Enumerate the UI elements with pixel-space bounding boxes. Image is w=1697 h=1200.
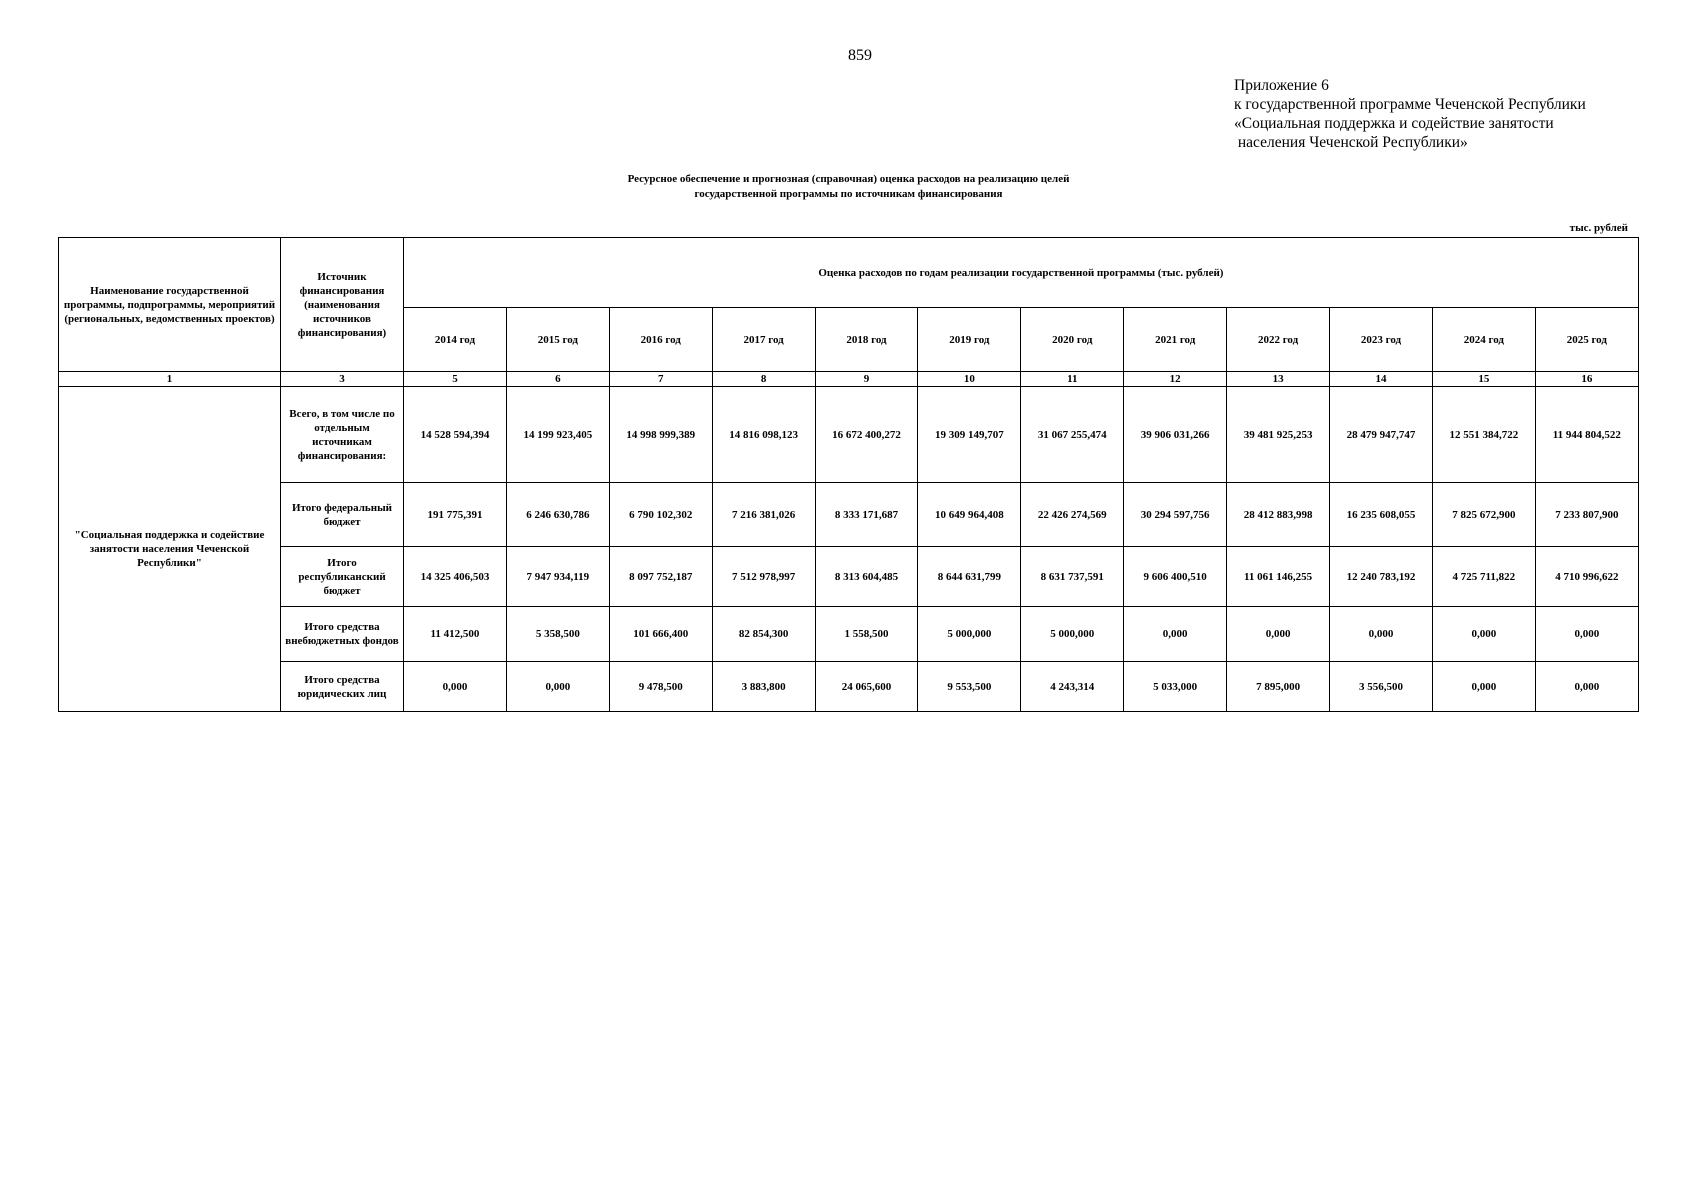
column-number: 3 bbox=[281, 372, 404, 387]
value-cell: 10 649 964,408 bbox=[918, 483, 1021, 547]
value-cell: 1 558,500 bbox=[815, 607, 918, 662]
value-cell: 7 895,000 bbox=[1227, 662, 1330, 712]
value-cell: 6 790 102,302 bbox=[609, 483, 712, 547]
appendix-line: Приложение 6 bbox=[1234, 77, 1329, 94]
value-cell: 7 512 978,997 bbox=[712, 547, 815, 607]
value-cell: 7 947 934,119 bbox=[506, 547, 609, 607]
value-cell: 30 294 597,756 bbox=[1124, 483, 1227, 547]
column-number: 1 bbox=[59, 372, 281, 387]
value-cell: 82 854,300 bbox=[712, 607, 815, 662]
value-cell: 14 998 999,389 bbox=[609, 387, 712, 483]
value-cell: 11 944 804,522 bbox=[1535, 387, 1638, 483]
table-body bbox=[59, 387, 1639, 712]
value-cell: 9 606 400,510 bbox=[1124, 547, 1227, 607]
value-cell: 14 528 594,394 bbox=[404, 387, 507, 483]
value-cell: 191 775,391 bbox=[404, 483, 507, 547]
document-title bbox=[0, 172, 1697, 202]
value-cell: 11 412,500 bbox=[404, 607, 507, 662]
value-cell: 16 235 608,055 bbox=[1330, 483, 1433, 547]
value-cell: 0,000 bbox=[1432, 607, 1535, 662]
value-cell: 9 478,500 bbox=[609, 662, 712, 712]
value-cell: 31 067 255,474 bbox=[1021, 387, 1124, 483]
header-program-name: Наименование государственной программы, подпрограммы, мероприятий (региональных, ведомственных проектов) bbox=[59, 238, 281, 372]
year-header: 2018 год bbox=[815, 308, 918, 372]
column-number: 9 bbox=[815, 372, 918, 387]
year-header: 2016 год bbox=[609, 308, 712, 372]
column-number: 6 bbox=[506, 372, 609, 387]
value-cell: 0,000 bbox=[1432, 662, 1535, 712]
year-header: 2014 год bbox=[404, 308, 507, 372]
value-cell: 8 333 171,687 bbox=[815, 483, 918, 547]
value-cell: 22 426 274,569 bbox=[1021, 483, 1124, 547]
column-number: 7 bbox=[609, 372, 712, 387]
appendix-line: «Социальная поддержка и содействие занятости bbox=[1234, 115, 1554, 132]
value-cell: 4 243,314 bbox=[1021, 662, 1124, 712]
column-number: 5 bbox=[404, 372, 507, 387]
appendix-block bbox=[1234, 76, 1586, 152]
appendix-line: к государственной программе Чеченской Республики bbox=[1234, 96, 1586, 113]
value-cell: 101 666,400 bbox=[609, 607, 712, 662]
table-header bbox=[59, 238, 1639, 387]
value-cell: 14 325 406,503 bbox=[404, 547, 507, 607]
value-cell: 0,000 bbox=[1535, 662, 1638, 712]
table-row-legal-entities bbox=[59, 662, 1639, 712]
value-cell: 3 556,500 bbox=[1330, 662, 1433, 712]
year-header: 2024 год bbox=[1432, 308, 1535, 372]
value-cell: 5 033,000 bbox=[1124, 662, 1227, 712]
column-number: 10 bbox=[918, 372, 1021, 387]
document-title-line: государственной программы по источникам финансирования bbox=[694, 188, 1003, 200]
value-cell: 5 000,000 bbox=[1021, 607, 1124, 662]
funding-source-cell: Итого средства внебюджетных фондов bbox=[281, 607, 404, 662]
value-cell: 19 309 149,707 bbox=[918, 387, 1021, 483]
value-cell: 0,000 bbox=[1227, 607, 1330, 662]
funding-source-cell: Итого средства юридических лиц bbox=[281, 662, 404, 712]
value-cell: 0,000 bbox=[1124, 607, 1227, 662]
column-number: 8 bbox=[712, 372, 815, 387]
header-funding-source: Источник финансирования (наименования источников финансирования) bbox=[281, 238, 404, 372]
year-header: 2021 год bbox=[1124, 308, 1227, 372]
column-number: 14 bbox=[1330, 372, 1433, 387]
table-row-extrabudgetary bbox=[59, 607, 1639, 662]
table-row-total bbox=[59, 387, 1639, 483]
value-cell: 8 313 604,485 bbox=[815, 547, 918, 607]
header-expense-estimate: Оценка расходов по годам реализации государственной программы (тыс. рублей) bbox=[404, 238, 1639, 308]
column-number: 15 bbox=[1432, 372, 1535, 387]
header-row bbox=[59, 238, 1639, 308]
value-cell: 0,000 bbox=[1330, 607, 1433, 662]
value-cell: 14 816 098,123 bbox=[712, 387, 815, 483]
value-cell: 7 233 807,900 bbox=[1535, 483, 1638, 547]
funding-source-cell: Итого федеральный бюджет bbox=[281, 483, 404, 547]
value-cell: 8 631 737,591 bbox=[1021, 547, 1124, 607]
value-cell: 9 553,500 bbox=[918, 662, 1021, 712]
column-number: 16 bbox=[1535, 372, 1638, 387]
year-header: 2025 год bbox=[1535, 308, 1638, 372]
value-cell: 4 710 996,622 bbox=[1535, 547, 1638, 607]
table-row-federal bbox=[59, 483, 1639, 547]
value-cell: 28 412 883,998 bbox=[1227, 483, 1330, 547]
page-number: 859 bbox=[848, 47, 872, 64]
year-header: 2015 год bbox=[506, 308, 609, 372]
funding-source-cell: Всего, в том числе по отдельным источникам финансирования: bbox=[281, 387, 404, 483]
column-number: 13 bbox=[1227, 372, 1330, 387]
value-cell: 4 725 711,822 bbox=[1432, 547, 1535, 607]
value-cell: 8 644 631,799 bbox=[918, 547, 1021, 607]
value-cell: 0,000 bbox=[506, 662, 609, 712]
column-number: 11 bbox=[1021, 372, 1124, 387]
year-header: 2020 год bbox=[1021, 308, 1124, 372]
year-header: 2023 год bbox=[1330, 308, 1433, 372]
value-cell: 5 358,500 bbox=[506, 607, 609, 662]
year-header: 2022 год bbox=[1227, 308, 1330, 372]
value-cell: 14 199 923,405 bbox=[506, 387, 609, 483]
value-cell: 8 097 752,187 bbox=[609, 547, 712, 607]
value-cell: 5 000,000 bbox=[918, 607, 1021, 662]
units-label: тыс. рублей bbox=[1569, 222, 1628, 234]
table-row-republican bbox=[59, 547, 1639, 607]
value-cell: 11 061 146,255 bbox=[1227, 547, 1330, 607]
budget-table bbox=[58, 237, 1639, 712]
value-cell: 16 672 400,272 bbox=[815, 387, 918, 483]
year-header: 2017 год bbox=[712, 308, 815, 372]
value-cell: 39 906 031,266 bbox=[1124, 387, 1227, 483]
value-cell: 39 481 925,253 bbox=[1227, 387, 1330, 483]
value-cell: 12 551 384,722 bbox=[1432, 387, 1535, 483]
column-numbers-row bbox=[59, 372, 1639, 387]
value-cell: 7 216 381,026 bbox=[712, 483, 815, 547]
value-cell: 3 883,800 bbox=[712, 662, 815, 712]
value-cell: 24 065,600 bbox=[815, 662, 918, 712]
value-cell: 6 246 630,786 bbox=[506, 483, 609, 547]
year-header: 2019 год bbox=[918, 308, 1021, 372]
value-cell: 7 825 672,900 bbox=[1432, 483, 1535, 547]
funding-source-cell: Итого республиканский бюджет bbox=[281, 547, 404, 607]
document-title-line: Ресурсное обеспечение и прогнозная (справочная) оценка расходов на реализацию целей bbox=[627, 173, 1070, 185]
column-number: 12 bbox=[1124, 372, 1227, 387]
value-cell: 12 240 783,192 bbox=[1330, 547, 1433, 607]
program-name-cell: "Социальная поддержка и содействие занятости населения Чеченской Республики" bbox=[59, 387, 281, 712]
value-cell: 28 479 947,747 bbox=[1330, 387, 1433, 483]
value-cell: 0,000 bbox=[1535, 607, 1638, 662]
value-cell: 0,000 bbox=[404, 662, 507, 712]
appendix-line: населения Чеченской Республики» bbox=[1234, 134, 1468, 151]
